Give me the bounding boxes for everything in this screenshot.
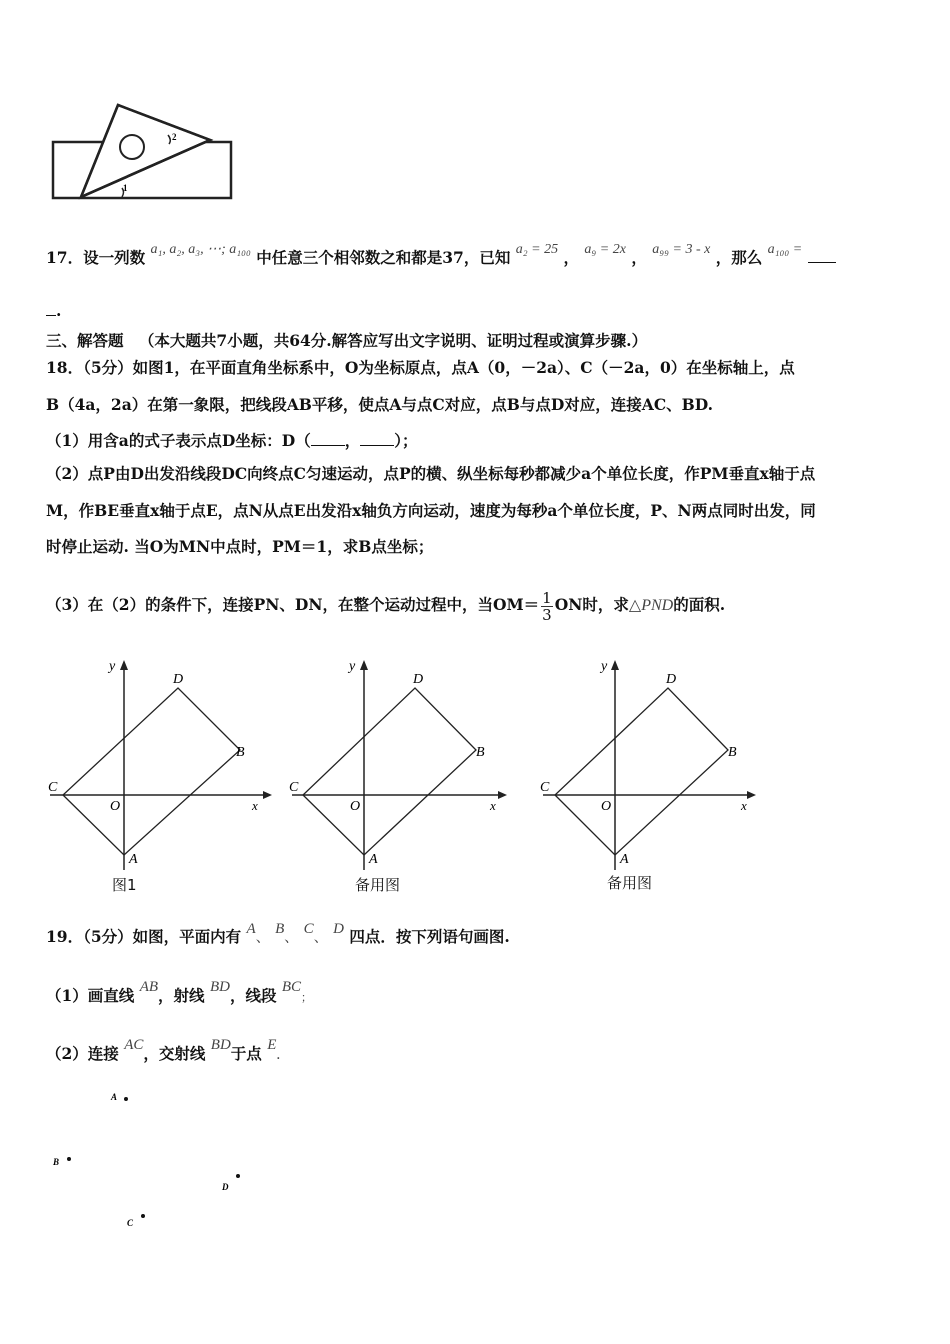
q19-p2-b: ，交射线 — [143, 1044, 206, 1063]
q18-part3-b: ON时，求 — [554, 595, 629, 614]
q19-p1-BC: BC — [281, 979, 302, 995]
q18-part1-blank-y[interactable] — [360, 445, 394, 446]
label-A: A — [620, 852, 629, 867]
label-A: A — [369, 852, 378, 867]
q18-part2-line1: （2）点P由D出发沿线段DC向终点C匀速运动，点P的横、纵坐标每秒都减少a个单位长度，作PM垂直x轴于点 — [46, 464, 816, 483]
point-B-label: B — [53, 1157, 60, 1167]
point-D-dot — [236, 1174, 240, 1178]
label-y: y — [349, 659, 356, 674]
label-O: O — [350, 799, 361, 814]
q18-part1-a: （1）用含a的式子表示点D坐标：D（ — [46, 431, 311, 450]
quadrilateral-ACDB — [303, 688, 476, 855]
label-B: B — [476, 745, 485, 760]
figure-1-caption: 图1 — [112, 876, 137, 894]
q17-comma2: ， — [631, 248, 647, 267]
point-C-label: C — [127, 1218, 134, 1228]
q17-end: . — [56, 301, 62, 320]
q18-triangle: △PND — [628, 597, 674, 614]
fraction-one-third — [541, 590, 553, 623]
label-B: B — [236, 745, 245, 760]
label-x: x — [490, 798, 496, 813]
q19-part1 — [46, 979, 313, 1009]
q19-point-C: C — [303, 921, 314, 937]
q17-answer-blank-cont[interactable] — [46, 315, 56, 316]
q19-p2-a: （2）连接 — [46, 1044, 119, 1063]
q19-sep3: 、 — [313, 931, 328, 946]
q19-p1-c: ，线段 — [229, 986, 277, 1005]
label-x: x — [252, 798, 258, 813]
q19-point-B: B — [275, 921, 285, 937]
point-C-dot — [141, 1214, 145, 1218]
q17-answer-blank[interactable] — [808, 262, 836, 263]
label-C: C — [289, 780, 299, 795]
label-y: y — [601, 659, 608, 674]
y-axis-arrow — [360, 660, 368, 670]
q17-cond2: a₉ = 2x — [584, 242, 626, 257]
figure-3 — [538, 655, 768, 875]
x-axis-arrow — [747, 791, 756, 799]
question-17 — [46, 242, 836, 271]
point-A-dot — [124, 1097, 128, 1101]
figure-2-caption: 备用图 — [355, 876, 401, 894]
q18-part3-c: 的面积. — [673, 595, 726, 614]
label-C: C — [48, 780, 58, 795]
q18-part2-line2: M，作BE垂直x轴于点E，点N从点E出发沿x轴负方向运动，速度为每秒a个单位长度，P、N两点同时出发，同 — [46, 501, 816, 520]
x-axis-arrow — [263, 791, 272, 799]
label-D: D — [666, 672, 677, 687]
q19-p2-BD: BD — [210, 1037, 231, 1053]
q18-part3-a: （3）在（2）的条件下，连接PN、DN，在整个运动过程中，当OM＝ — [46, 595, 540, 614]
q19-part2 — [46, 1037, 281, 1066]
q19-points-figure — [45, 1085, 265, 1235]
label-B: B — [728, 745, 737, 760]
q17-continuation — [46, 300, 61, 322]
point-D-label: D — [222, 1182, 229, 1192]
section-3-title: 三、解答题 — [46, 331, 124, 350]
q19-sep2: 、 — [284, 931, 299, 946]
section-3-note: （本大题共7小题，共64分.解答应写出文字说明、证明过程或演算步骤.） — [138, 331, 648, 350]
label-D: D — [173, 672, 184, 687]
point-A-label: A — [111, 1092, 118, 1102]
q19-p1-BD: BD — [209, 979, 230, 995]
q17-middle: 中任意三个相邻数之和都是37，已知 — [256, 248, 511, 267]
section-3-heading — [46, 330, 647, 352]
figure-2 — [287, 655, 517, 875]
label-D: D — [413, 672, 424, 687]
q19-p1-AB: AB — [139, 979, 159, 995]
q18-part1-sep: ， — [344, 431, 361, 450]
label-y: y — [109, 659, 116, 674]
q19-p1-a: （1）画直线 — [46, 986, 135, 1005]
q19-p2-AC: AC — [124, 1037, 144, 1053]
triangle-ruler-figure — [48, 100, 238, 202]
point-B-dot — [67, 1157, 71, 1161]
q17-tail: ，那么 — [715, 248, 763, 267]
q18-part1-blank-x[interactable] — [311, 445, 345, 446]
q19-point-D: D — [333, 921, 344, 937]
q18-part1 — [46, 430, 418, 452]
q18-part2-line3: 时停止运动. 当O为MN中点时，PM＝1，求B点坐标； — [46, 537, 434, 556]
y-axis-arrow — [611, 660, 619, 670]
q19-p1-d: ； — [301, 992, 313, 1004]
q19-suffix: 四点．按下列语句画图. — [349, 927, 510, 946]
angle-2-label: 2 — [172, 132, 177, 142]
q19-p2-d: . — [276, 1046, 281, 1063]
label-A: A — [129, 852, 138, 867]
q19-p1-b: ，射线 — [158, 986, 205, 1005]
figure-3-caption: 备用图 — [607, 874, 653, 892]
label-O: O — [601, 799, 612, 814]
x-axis-arrow — [498, 791, 507, 799]
q19-p2-E: E — [267, 1037, 277, 1053]
q17-prefix: 17．设一列数 — [46, 248, 146, 267]
fraction-numerator: 1 — [542, 588, 552, 607]
q17-cond3: a₉₉ = 3 - x — [652, 242, 711, 257]
q19-intro — [46, 921, 510, 950]
q17-sequence: a₁, a₂, a₃, ⋯; a₁₀₀ — [150, 242, 251, 257]
angle-1-label: 1 — [123, 183, 128, 193]
label-C: C — [540, 780, 550, 795]
q19-prefix: 19．（5分）如图，平面内有 — [46, 927, 242, 946]
q18-part1-b: ）； — [394, 431, 418, 450]
fraction-denominator: 3 — [542, 605, 552, 624]
q18-line1: 18．（5分）如图1，在平面直角坐标系中，O为坐标原点，点A（0，－2a）、C（－2a，0）在坐标轴上，点 — [46, 358, 795, 377]
label-x: x — [741, 798, 747, 813]
q19-sep1: 、 — [255, 931, 270, 946]
quadrilateral-ACDB — [555, 688, 728, 855]
quadrilateral-ACDB — [63, 688, 240, 855]
figure-1 — [45, 655, 275, 875]
q18-part3 — [46, 585, 725, 626]
q19-p2-c: 于点 — [230, 1044, 262, 1063]
q19-point-A: A — [246, 921, 256, 937]
q18-line2: B（4a，2a）在第一象限，把线段AB平移，使点A与点C对应，点B与点D对应，连接AC、BD. — [46, 395, 714, 414]
q17-cond1: a₂ = 25 — [515, 242, 559, 257]
y-axis-arrow — [120, 660, 128, 670]
label-O: O — [110, 799, 121, 814]
q17-comma1: ， — [563, 248, 579, 267]
q17-ask: a₁₀₀ = — [767, 242, 803, 257]
